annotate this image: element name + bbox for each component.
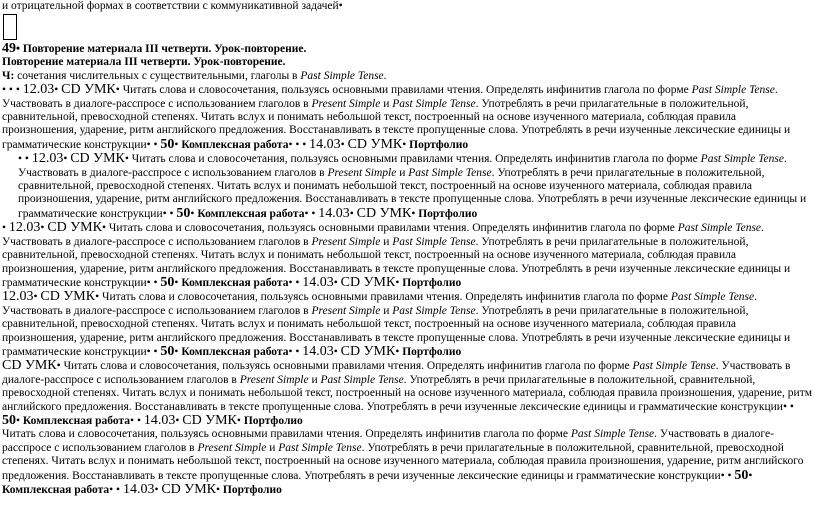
lesson-number: 49 [2,41,16,56]
lesson-topic: Ч: сочетания числительных с существительными, глаголы в Past Simple Tense. [2,69,387,82]
umk-label: CD УМК [61,82,116,98]
schedule-block-3: • 12.03• CD УМК• Читать слова и словосочетания, пользуясь основными правилами чтения. Определять инфинитив глагола по форме Past Simple Tense. Участвовать в диалоге-расспросе с использованием глаголов в Present Simple и Past Simple Tense. Употреблять в речи прилагательные в положительной, сравнительной, превосходной степенях. Читать вслух и понимать небольшой текст, построенный на основе изученного материала, соблюдая правила произношения, ударение, ритм английского предложения. Восстанавливать в тексте пропущенные слова. Употреблять в речи изученные лексические единицы и грамматические конструкции• • 50• Комплексная работа• • 14.03• CD УМК• Портфолио [2,220,791,290]
portfolio-label: Портфолио [409,138,469,151]
schedule-block-5: CD УМК• Читать слова и словосочетания, пользуясь основными правилами чтения. Определять инфинитив глагола по форме Past Simple Tense. Участвовать в диалоге-расспросе с использованием глаголов в Present Simple и Past Simple Tense. Употреблять в речи прилагательные в положительной, сравнительной, превосходной степенях. Читать вслух и понимать небольшой текст, построенный на основе изученного материала, соблюдая правила произношения, ударение, ритм английского предложения. Восстанавливать в тексте пропущенные слова. Употреблять в речи изученные лексические единицы и грамматические конструкции• • 50• Комплексная работа• • 14.03• CD УМК• Портфолио [2,358,812,428]
checkbox-box[interactable] [3,14,17,40]
bullet-glyph: • [338,0,343,12]
lesson-heading [2,42,813,56]
schedule-block-1: • • • 12.03• CD УМК• Читать слова и словосочетания, пользуясь основными правилами чтения. Определять инфинитив глагола по форме Past Simple Tense. Участвовать в диалоге-расспросе с использованием глаголов в Present Simple и Past Simple Tense. Употреблять в речи прилагательные в положительной, сравнительной, превосходной степенях. Читать вслух и понимать небольшой текст, построенный на основе изученного материала, соблюдая правила произношения, ударение, ритм английского предложения. Восстанавливать в тексте пропущенные слова. Употреблять в речи изученные лексические единицы и грамматические конструкции• • 50• Комплексная работа• • • 14.03• CD УМК• Портфолио [2,82,791,152]
date-1203: 12.03 [22,82,55,98]
lesson-title: Повторение материала III четверти. Урок-повторение. [22,43,307,55]
bullet-glyph: • [16,43,21,55]
topic-tense: Past Simple Tense [300,69,384,82]
intro-text: и отрицательной формах в соответствии с коммуникативной задачей [2,0,339,12]
schedule-block-4: 12.03• CD УМК• Читать слова и словосочетания, пользуясь основными правилами чтения. Определять инфинитив глагола по форме Past Simple Tense. Участвовать в диалоге-расспросе с использованием глаголов в Present Simple и Past Simple Tense. Употреблять в речи прилагательные в положительной, сравнительной, превосходной степенях. Читать вслух и понимать небольшой текст, построенный на основе изученного материала, соблюдая правила произношения, ударение, ритм английского предложения. Восстанавливать в тексте пропущенные слова. Употреблять в речи изученные лексические единицы и грамматические конструкции• • 50• Комплексная работа• • 14.03• CD УМК• Портфолио [2,289,791,359]
lesson-subtitle: Повторение материала III четверти. Урок-повторение. [2,56,286,69]
schedule-block-2: • • 12.03• CD УМК• Читать слова и словосочетания, пользуясь основными правилами чтения. Определять инфинитив глагола по форме Past Simple Tense. Участвовать в диалоге-расспросе с использованием глаголов в Present Simple и Past Simple Tense. Употреблять в речи прилагательные в положительной, сравнительной, превосходной степенях. Читать вслух и понимать небольшой текст, построенный на основе изученного материала, соблюдая правила произношения, ударение, ритм английского предложения. Восстанавливать в тексте пропущенные слова. Употреблять в речи изученные лексические единицы и грамматические конструкции• • 50• Комплексная работа• • 14.03• CD УМК• Портфолио [18,151,807,221]
schedule-block-6: Читать слова и словосочетания, пользуясь основными правилами чтения. Определять инфинитив глагола по форме Past Simple Tense. Участвовать в диалоге-расспросе с использованием глаголов в Present Simple и Past Simple Tense. Употреблять в речи прилагательные в положительной, сравнительной, превосходной степенях. Читать вслух и понимать небольшой текст, построенный на основе изученного материала, соблюдая правила произношения, ударение, ритм английского предложения. Восстанавливать в тексте пропущенные слова. Употреблять в речи изученные лексические единицы и грамматические конструкции• • 50• Комплексная работа• • 14.03• CD УМК• Портфолио [2,428,804,497]
complex-work-label: Комплексная работа [181,138,289,151]
topic-text: сочетания числительных с существительными, глаголы в [17,69,301,82]
date-1403: 14.03 [309,136,341,152]
intro-line [2,0,813,13]
topic-label: Ч: [2,69,15,82]
lesson-number-50: 50 [160,136,175,152]
